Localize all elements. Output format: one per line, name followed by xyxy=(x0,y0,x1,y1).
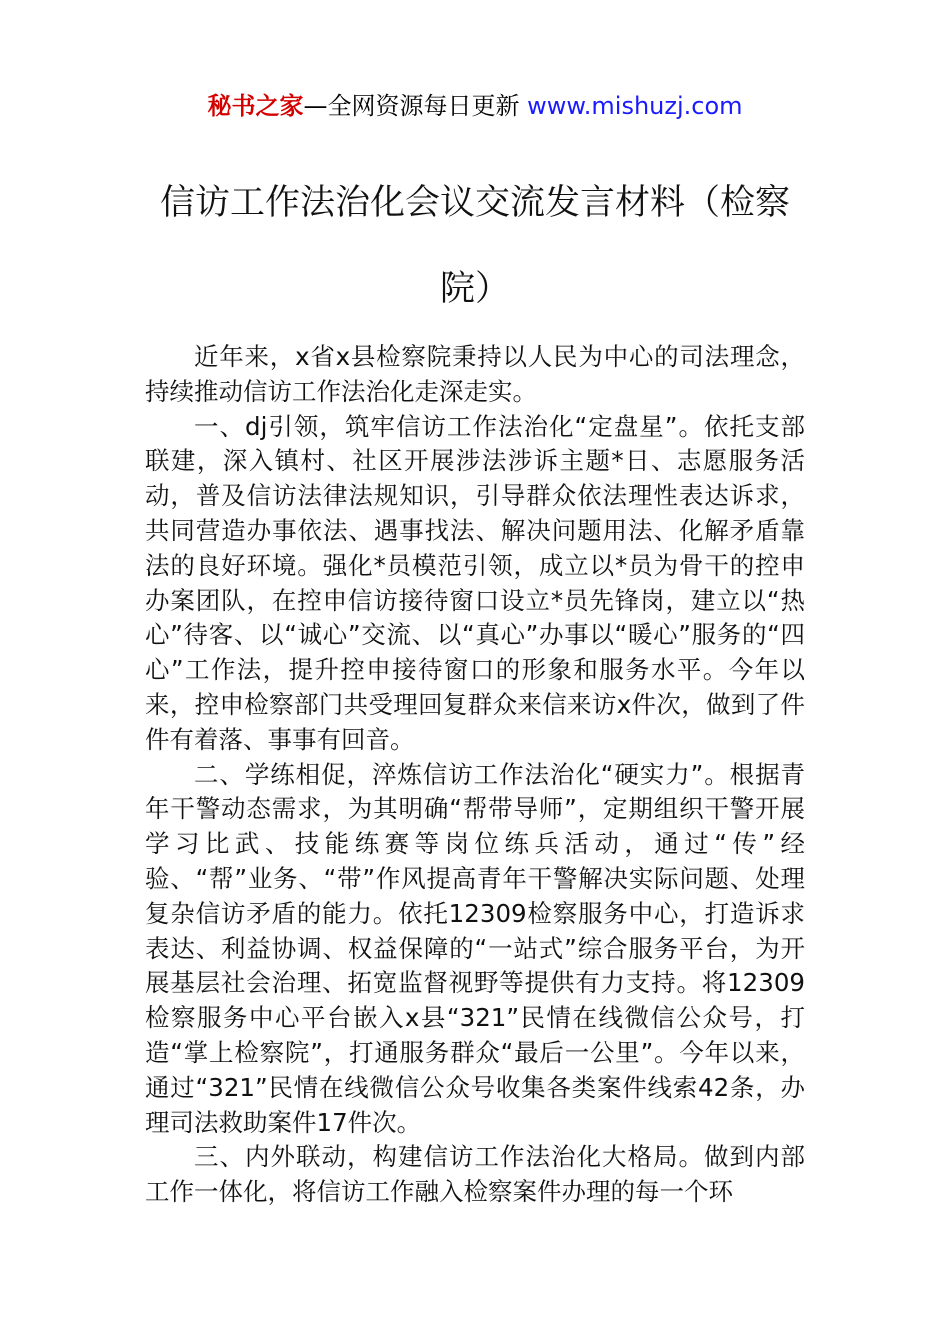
paragraph-section-3: 三、内外联动，构建信访工作法治化大格局。做到内部工作一体化，将信访工作融入检察案件办理的每一个环 xyxy=(145,1142,805,1207)
paragraph-intro: 近年来，x省x县检察院秉持以人民为中心的司法理念，持续推动信访工作法治化走深走实。 xyxy=(145,342,805,406)
paragraph-section-2: 二、学练相促，淬炼信访工作法治化“硬实力”。根据青年干警动态需求，为其明确“帮带导师”，定期组织干警开展学习比武、技能练赛等岗位练兵活动，通过“传”经验、“帮”业务、“带”作风提高青年干警解决实际问题、处理复杂信访矛盾的能力。依托12309检察服务中心，打造诉求表达、利益协调、权益保障的“一站式”综合服务平台，为开展基层社会治理、拓宽监督视野等提供有力支持。将12309检察服务中心平台嵌入x县“321”民情在线微信公众号，打造“掌上检察院”，打通服务群众“最后一公里”。今年以来，通过“321”民情在线微信公众号收集各类案件线索42条，办理司法救助案件17件次。 xyxy=(145,759,805,1137)
site-tagline: —全网资源每日更新 xyxy=(303,92,528,120)
paragraph-section-1: 一、dj引领，筑牢信访工作法治化“定盘星”。依托支部联建，深入镇村、社区开展涉法涉诉主题*日、志愿服务活动，普及信访法律法规知识，引导群众依法理性表达诉求，共同营造办事依法、遇事找法、解决问题用法、化解矛盾靠法的良好环境。强化*员模范引领，成立以*员为骨干的控申办案团队，在控申信访接待窗口设立*员先锋岗，建立以“热心”待客、以“诚心”交流、以“真心”办事以“暖心”服务的“四心”工作法，提升控申接待窗口的形象和服务水平。今年以来，控申检察部门共受理回复群众来信来访x件次，做到了件件有着落、事事有回音。 xyxy=(145,411,805,754)
site-url-link[interactable]: www.mishuzj.com xyxy=(527,92,743,120)
site-brand: 秘书之家 xyxy=(207,92,304,120)
site-header xyxy=(0,90,950,122)
document-title: 信访工作法治化会议交流发言材料（检察院） xyxy=(159,183,790,309)
document-body xyxy=(145,340,805,1210)
